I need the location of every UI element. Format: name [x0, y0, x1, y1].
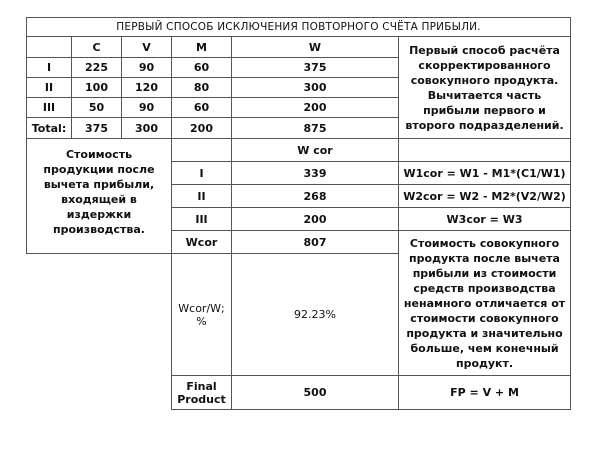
formula-header-blank	[399, 139, 571, 162]
header-blank	[27, 37, 72, 58]
wcor-value: 268	[232, 185, 399, 208]
table-title: ПЕРВЫЙ СПОСОБ ИСКЛЮЧЕНИЯ ПОВТОРНОГО СЧЁТА ПРИБЫЛИ.	[27, 18, 571, 37]
row-label: I	[27, 58, 72, 78]
wcor-formula: W2cor = W2 - M2*(V2/W2)	[399, 185, 571, 208]
cell-m: 60	[172, 98, 232, 118]
cell-c: 225	[72, 58, 122, 78]
wcor-total-label: Wcor	[172, 231, 232, 254]
wcor-total-value: 807	[232, 231, 399, 254]
cell-m: 80	[172, 78, 232, 98]
ratio-value: 92.23%	[232, 254, 399, 376]
row-label-total: Total:	[27, 118, 72, 139]
cell-v: 120	[122, 78, 172, 98]
cell-m: 60	[172, 58, 232, 78]
wcor-header-blank	[172, 139, 232, 162]
total-w: 875	[232, 118, 399, 139]
cell-w: 200	[232, 98, 399, 118]
row-label: III	[27, 98, 72, 118]
header-m: M	[172, 37, 232, 58]
header-v: V	[122, 37, 172, 58]
wcor-formula: W3cor = W3	[399, 208, 571, 231]
fp-formula: FP = V + M	[399, 376, 571, 410]
cell-w: 375	[232, 58, 399, 78]
wcor-formula: W1cor = W1 - M1*(C1/W1)	[399, 162, 571, 185]
wcor-value: 339	[232, 162, 399, 185]
cell-c: 50	[72, 98, 122, 118]
cost-note: Стоимость продукции после вычета прибыли, входящей в издержки производства.	[27, 139, 172, 254]
wcor-row-label: II	[172, 185, 232, 208]
cell-v: 90	[122, 58, 172, 78]
header-c: C	[72, 37, 122, 58]
wcor-row-label: I	[172, 162, 232, 185]
profit-table	[26, 17, 571, 410]
wcor-value: 200	[232, 208, 399, 231]
total-c: 375	[72, 118, 122, 139]
cell-v: 90	[122, 98, 172, 118]
row-label: II	[27, 78, 72, 98]
profit-table-sheet	[26, 17, 570, 421]
empty-area	[27, 254, 172, 410]
wcor-header: W cor	[232, 139, 399, 162]
ratio-label: Wcor/W; %	[172, 254, 232, 376]
header-w: W	[232, 37, 399, 58]
total-m: 200	[172, 118, 232, 139]
cell-w: 300	[232, 78, 399, 98]
fp-value: 500	[232, 376, 399, 410]
cell-c: 100	[72, 78, 122, 98]
total-v: 300	[122, 118, 172, 139]
method-note: Первый способ расчёта скорректированного совокупного продукта. Вычитается часть прибыли первого и второго подразделений.	[399, 37, 571, 139]
ratio-note: Стоимость совокупного продукта после вычета прибыли из стоимости средств производства ненамного отличается от стоимости совокупного продукта и значительно больше, чем конечный продукт.	[399, 231, 571, 376]
fp-label: Final Product	[172, 376, 232, 410]
wcor-row-label: III	[172, 208, 232, 231]
